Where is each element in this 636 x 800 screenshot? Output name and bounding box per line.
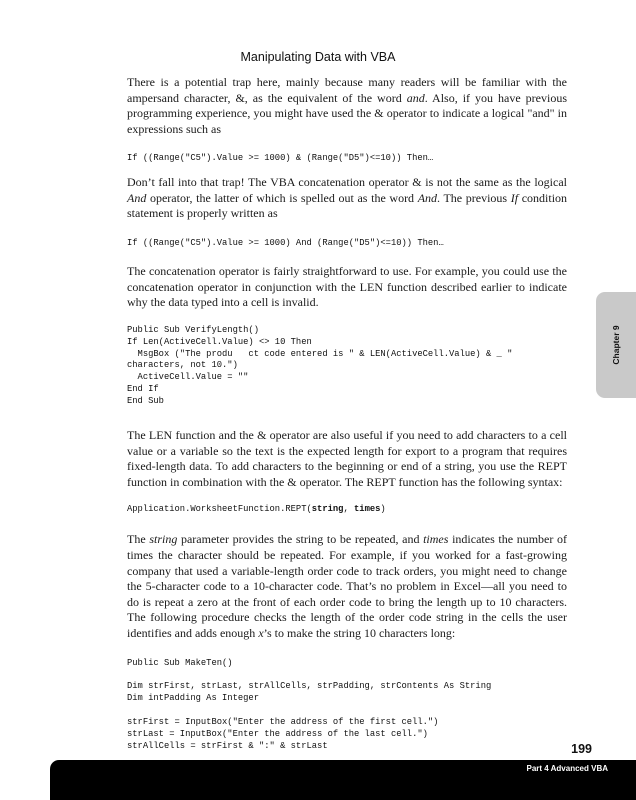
code-line: Dim intPadding As Integer xyxy=(127,693,259,704)
text-run: indicates the number of times the character should be repeated. For example, if you worked for a fast-growing company that used a variable-length order code to track orders, you might need to change the 5-character code to a 10-character code. That’s no problem in Excel—all you need to do is repeat a zero at the front of each order code to bring the length up to 10 characters. The following procedure checks the length of the order code string in the cells the user identifies and adds enough xyxy=(127,532,568,640)
paragraph-concatenation: The concatenation operator is fairly straightforward to use. For example, you could use the concatenation operator in conjunction with the LEN function described earlier to indicate why the data typed into a cell is invalid. xyxy=(127,263,567,310)
code-param: times xyxy=(354,504,381,515)
paragraph-ampersand-trap xyxy=(127,75,567,137)
code-block-declarations xyxy=(127,681,567,705)
code-line: End If xyxy=(127,384,159,395)
italic-run: and xyxy=(406,90,425,105)
text-run: There is a potential trap here, mainly because many readers will be familiar with the ampersand character, &, as the equivalent of the word xyxy=(127,75,567,105)
part-label: Part 4 Advanced VBA xyxy=(526,764,608,773)
code-line: strFirst = InputBox("Enter the address of the first cell.") xyxy=(127,717,439,728)
paragraph-rept-function: The LEN function and the & operator are also useful if you need to add characters to a cell value or a variable so the text is the expected length for export to a program that requires fixed-length data. To add characters to the beginning or end of a string, you use the REPT function in combination with the & operator. The REPT function has the following syntax: xyxy=(127,428,567,489)
code-line: If Len(ActiveCell.Value) <> 10 Then xyxy=(127,336,312,347)
code-line: strLast = InputBox("Enter the address of the last cell.") xyxy=(127,729,428,740)
code-line: MsgBox ("The produ ct code entered is " & LEN(ActiveCell.Value) & _ " xyxy=(127,348,513,359)
text-run: condition statement is properly written as xyxy=(127,190,568,221)
italic-run: And xyxy=(417,190,438,205)
page-number: 199 xyxy=(571,742,592,756)
italic-run: string xyxy=(149,532,178,547)
code-text: ) xyxy=(380,504,386,515)
code-line: Public Sub VerifyLength() xyxy=(127,324,259,335)
paragraph-string-parameter xyxy=(127,532,567,641)
text-run: . Also, if you have previous programming experience, you might have used the & operator to indicate a logical "and" in expressions such as xyxy=(127,90,567,136)
code-line: strAllCells = strFirst & ":" & strLast xyxy=(127,741,328,752)
running-header: Manipulating Data with VBA xyxy=(240,50,396,64)
code-line: ActiveCell.Value = "" xyxy=(127,372,249,383)
code-text: , xyxy=(343,504,355,515)
code-example-and: If ((Range("C5").Value >= 1000) And (Range("D5")<=10)) Then… xyxy=(127,238,444,249)
italic-run: And xyxy=(127,190,147,205)
text-run: Don’t fall into that trap! The VBA concatenation operator & is not the same as the logical xyxy=(127,175,567,190)
italic-run: x xyxy=(258,625,264,640)
code-line: End Sub xyxy=(127,396,164,407)
code-block-verify-length xyxy=(127,325,567,408)
code-block-inputs xyxy=(127,717,567,753)
page-content xyxy=(127,75,567,753)
code-make-ten-header: Public Sub MakeTen() xyxy=(127,657,233,668)
paragraph-and-operator xyxy=(127,175,567,222)
code-text: Application.WorksheetFunction.REPT( xyxy=(127,504,312,515)
footer-band xyxy=(50,760,636,800)
italic-run: If xyxy=(510,190,519,205)
text-run: The xyxy=(127,532,150,547)
chapter-tab-label: Chapter 9 xyxy=(611,325,621,365)
code-line: Dim strFirst, strLast, strAllCells, strPadding, strContents As String xyxy=(127,681,492,692)
code-param: string xyxy=(311,504,344,515)
chapter-tab xyxy=(596,292,636,398)
code-rept-syntax xyxy=(127,504,567,516)
text-run: ’s to make the string 10 characters long: xyxy=(263,625,456,640)
code-example-ampersand: If ((Range("C5").Value >= 1000) & (Range("D5")<=10)) Then… xyxy=(127,153,434,164)
text-run: . The previous xyxy=(437,190,511,205)
italic-run: times xyxy=(423,532,449,547)
text-run: parameter provides the string to be repeated, and xyxy=(177,532,424,547)
code-line: characters, not 10.") xyxy=(127,360,238,371)
text-run: operator, the latter of which is spelled out as the word xyxy=(146,190,418,205)
